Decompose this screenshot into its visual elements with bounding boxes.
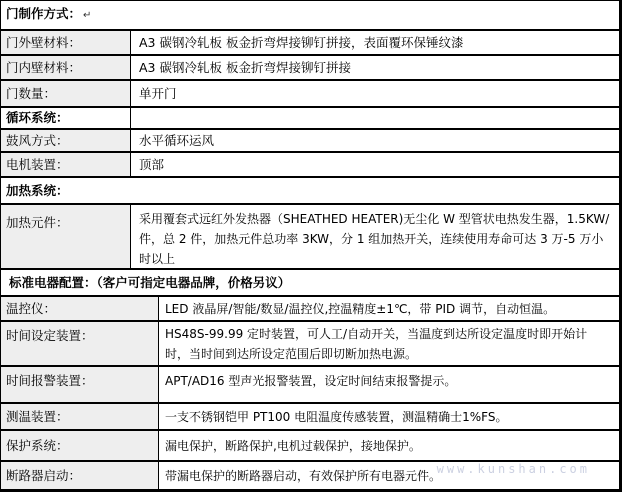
section-title: 标准电器配置：（客户可指定电器品牌，价格另议） [9, 274, 291, 290]
row-label: 温控仪： [6, 300, 57, 316]
row-label: 门外壁材料： [6, 34, 82, 50]
row-value: HS48S-99.99 定时装置，可人工/自动开关，当温度到达所设定温度时即开始计时，当时间到达所设定范围后即切断加热电源。 [165, 327, 588, 361]
row-label: 加热元件： [6, 215, 69, 230]
row-label: 时间报警装置： [6, 373, 94, 388]
section-electrical [0, 269, 620, 296]
table-row [0, 204, 620, 269]
table-row [0, 80, 620, 107]
table-row [0, 430, 620, 461]
table-row [0, 366, 620, 403]
row-label: 时间设定装置： [6, 328, 94, 343]
section-title: 循环系统： [6, 110, 69, 125]
paragraph-mark-icon: ↵ [83, 10, 92, 21]
row-value: A3 碳钢冷轧板 板金折弯焊接铆钉拼接，表面覆环保锤纹漆 [139, 34, 464, 50]
table-row [0, 296, 620, 321]
row-label: 鼓风方式： [6, 132, 69, 148]
section-title: 加热系统： [6, 182, 69, 198]
table-row [0, 55, 620, 80]
row-value: 漏电保护，断路保护,电机过载保护，接地保护。 [165, 438, 421, 453]
row-value: LED 液晶屏/智能/数显/温控仪,控温精度±1℃，带 PID 调节，自动恒温。 [165, 301, 556, 316]
table-row [0, 30, 620, 55]
row-label: 门内壁材料： [6, 59, 82, 75]
row-label: 断路器启动： [6, 467, 82, 483]
row-value: 单开门 [139, 85, 177, 101]
section-title: 门制作方式： [6, 6, 82, 21]
row-value: 采用覆套式远红外发热器（SHEATHED HEATER)无尘化 W 型管状电热发生器，1.5KW/件，总 2 件，加热元件总功率 3KW，分 1 组加热开关，连续使用寿命可达 3 万-5 万小时以上 [139, 212, 610, 266]
section-circulation [0, 107, 620, 129]
row-label: 电机装置： [6, 156, 69, 172]
row-value: APT/AD16 型声光报警装置，设定时间结束报警提示。 [165, 374, 457, 388]
row-value: 顶部 [139, 156, 165, 172]
table-row [0, 403, 620, 430]
row-label: 保护系统： [6, 437, 69, 453]
row-label: 门数量： [6, 85, 57, 101]
section-heating [0, 177, 620, 204]
table-row [0, 321, 620, 366]
table-row [0, 152, 620, 177]
row-label: 测温装置： [6, 408, 69, 424]
row-value: 水平循环运风 [139, 132, 215, 148]
watermark: www.kunshan.com [436, 462, 590, 476]
row-value: 一支不锈钢铠甲 PT100 电阻温度传感装置，测温精确士1%FS。 [165, 409, 508, 424]
row-value: A3 碳钢冷轧板 板金折弯焊接铆钉拼接 [139, 59, 351, 75]
table-row [0, 129, 620, 152]
section-door [0, 0, 620, 30]
row-value: 带漏电保护的断路器启动，有效保护所有电器元件。 [165, 468, 442, 483]
